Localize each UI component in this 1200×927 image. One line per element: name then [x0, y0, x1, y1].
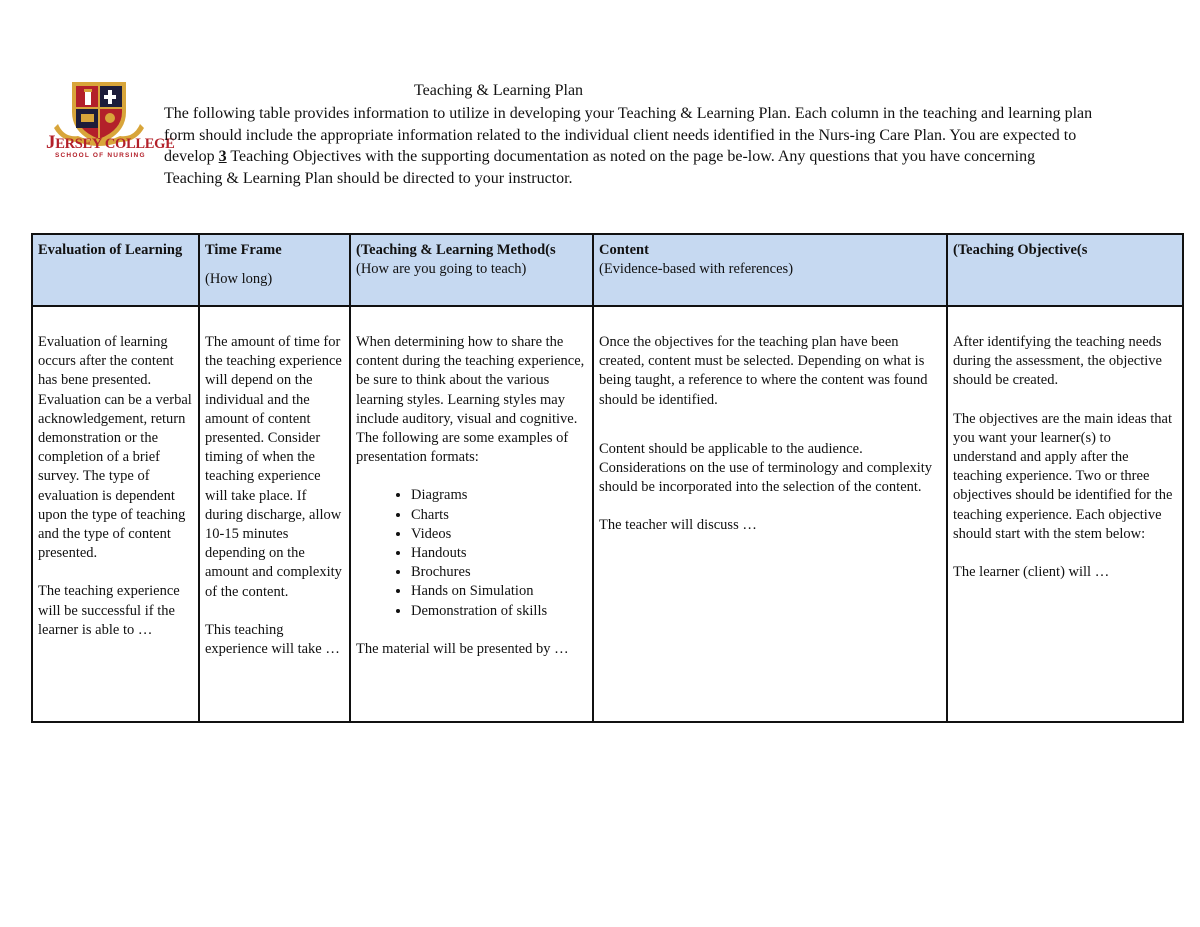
cell-objectives [947, 306, 1183, 722]
cell-paragraph: When determining how to share the content during the teaching experience, be sure to think about the various learning styles. Learning styles may include auditory, visual and cognitive. The following are some examples of presentation formats: [356, 334, 585, 466]
table-header-row [32, 234, 1183, 306]
cell-paragraph: After identifying the teaching needs during the assessment, the objective should be created. [953, 334, 1162, 389]
cell-time-frame [199, 306, 350, 722]
cell-paragraph: The teacher will discuss … [599, 517, 757, 534]
logo-subtitle: SCHOOL OF NURSING [55, 152, 146, 159]
header-subtitle: (How long) [205, 271, 273, 288]
header-title: (Teaching & Learning Method(s [356, 242, 556, 258]
list-item: • Brochures [411, 563, 587, 582]
list-item: • Charts [411, 506, 587, 525]
header-evaluation [32, 234, 199, 306]
list-item: • Hands on Simulation [411, 582, 587, 601]
college-wordmark [46, 132, 175, 159]
header-title: Time Frame [205, 242, 282, 258]
presentation-formats-list [356, 486, 587, 620]
cell-method [350, 306, 593, 722]
header-method [350, 234, 593, 306]
objective-count: 3 [218, 148, 227, 165]
cell-paragraph: The teaching experience will be successful if the learner is able to … [38, 583, 180, 638]
header-title: Evaluation of Learning [38, 242, 183, 258]
header-content [593, 234, 947, 306]
document-title: Teaching & Learning Plan [414, 82, 584, 99]
list-item: • Handouts [411, 544, 587, 563]
header-subtitle: (Evidence-based with references) [599, 261, 794, 278]
table-body-row [32, 306, 1183, 722]
cell-paragraph: Evaluation of learning occurs after the content has bene presented. Evaluation can be a verbal acknowledgement, return demonstration or the completion of a brief survey. The type of evaluation is dependent upon the type of teaching and the type of content presented. [38, 334, 192, 562]
header-title: (Teaching Objective(s [953, 242, 1088, 258]
teaching-plan-table [31, 233, 1184, 723]
cell-paragraph: The objectives are the main ideas that you want your learner(s) to understand and apply after the teaching experience. Two or three objectives should be identified for the teaching experience. Each objective should start with the stem below: [953, 410, 1173, 542]
header-objectives [947, 234, 1183, 306]
list-item: • Demonstration of skills [411, 602, 587, 621]
intro-text-before: The following table provides information to utilize in developing your Teaching & Learning Plan. Each column in the teaching and learning plan form should include the appropriate information related to the individual client needs identified in the Nurs-ing Care Plan. You are expected to develop [164, 105, 1093, 165]
header-title: Content [599, 242, 649, 258]
intro-paragraph [164, 103, 1094, 189]
header-subtitle: (How are you going to teach) [356, 261, 527, 278]
cell-paragraph: Once the objectives for the teaching plan have been created, content must be selected. Depending on what is being taught, a reference to where the content was found should be identified. [599, 334, 928, 408]
logo-initial: J [46, 132, 56, 153]
logo-name: ERSEY COLLEGE [55, 136, 175, 152]
cell-paragraph: The learner (client) will … [953, 564, 1110, 581]
cell-paragraph: Content should be applicable to the audience. Considerations on the use of terminology and complexity should be incorporated into the selection of the content. [599, 440, 933, 496]
cell-evaluation [32, 306, 199, 722]
header-time-frame [199, 234, 350, 306]
cell-paragraph: This teaching experience will take … [205, 621, 340, 658]
cell-paragraph: The material will be presented by … [356, 640, 569, 657]
intro-text-after: Teaching Objectives with the supporting documentation as noted on the page be-low. Any questions that you have concerning Teaching & Learning Plan should be directed to your instructor. [164, 148, 1036, 187]
list-item: • Videos [411, 525, 587, 544]
cell-content [593, 306, 947, 722]
list-item: • Diagrams [411, 486, 587, 505]
cell-paragraph: The amount of time for the teaching experience will depend on the individual and the amount of content presented. Consider timing of when the teaching experience will take place. If during discharge, allow 10-15 minutes depending on the amount and complexity of the content. [205, 334, 342, 600]
